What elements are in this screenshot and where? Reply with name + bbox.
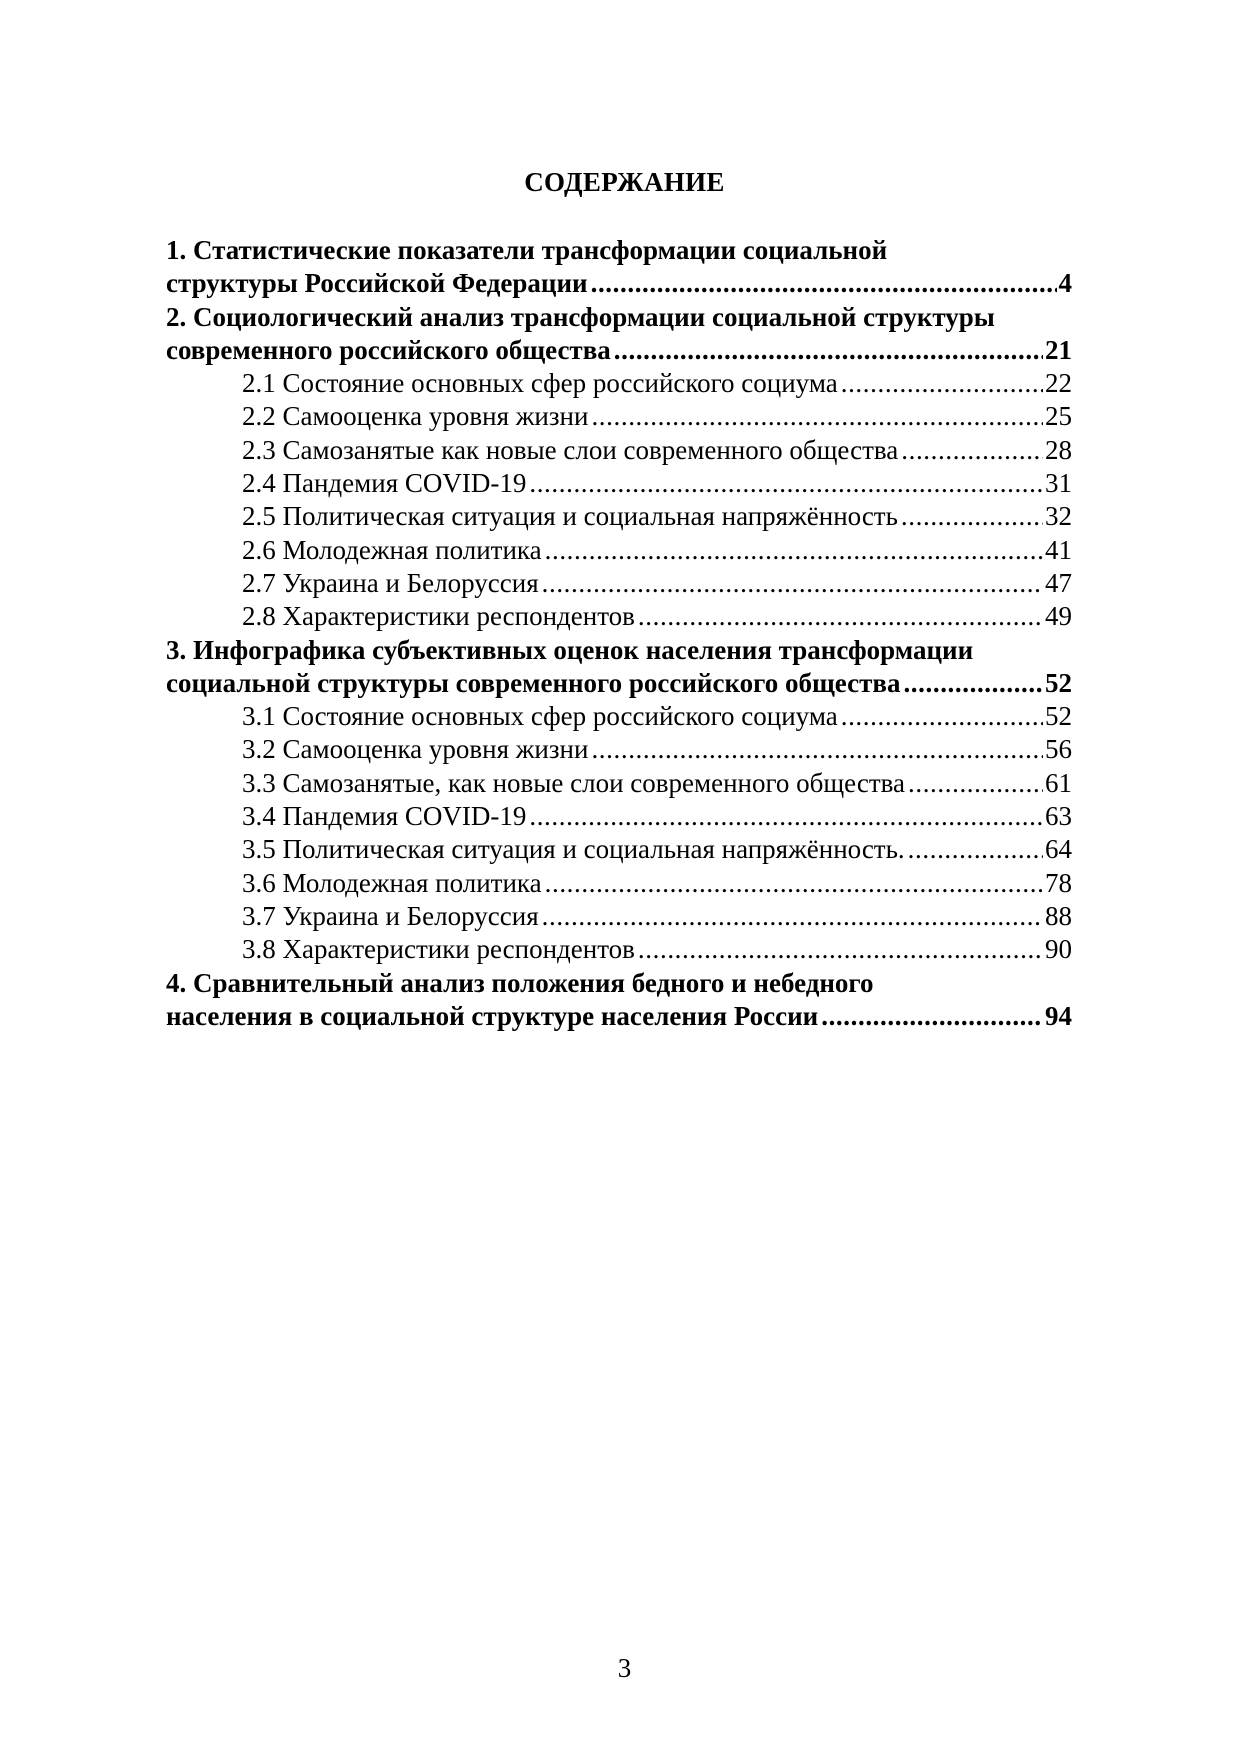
toc-line	[166, 600, 1072, 633]
dot-leader	[529, 800, 1043, 833]
toc-line	[166, 267, 1072, 300]
toc-subsection[interactable]	[166, 933, 1072, 966]
dot-leader	[908, 833, 1043, 866]
toc-section[interactable]	[166, 634, 1072, 701]
toc-subsection[interactable]	[166, 567, 1072, 600]
toc-entry-text: 2.8 Характеристики респондентов	[242, 601, 635, 632]
toc-entry-text: социальной структуры современного российского общества	[166, 667, 901, 698]
toc-line	[166, 933, 1072, 966]
toc-page-number: 28	[1045, 434, 1072, 465]
toc-section[interactable]	[166, 301, 1072, 368]
dot-leader	[542, 900, 1043, 933]
dot-leader	[638, 600, 1043, 633]
toc-page-number: 63	[1045, 801, 1072, 832]
toc-entry-text: структуры Российской Федерации	[166, 268, 588, 299]
toc-entry-text: 2.2 Самооценка уровня жизни	[242, 401, 589, 432]
toc-line	[166, 567, 1072, 600]
toc-section[interactable]	[166, 234, 1072, 301]
toc-entry-text: населения в социальной структуре населения России	[166, 1000, 819, 1031]
toc-line	[166, 367, 1072, 400]
dot-leader	[614, 334, 1043, 367]
toc-entry-text: 3.3 Самозанятые, как новые слои современного общества	[242, 767, 905, 798]
dot-leader	[908, 767, 1043, 800]
toc-line	[166, 334, 1072, 367]
toc-section[interactable]	[166, 967, 1072, 1034]
table-of-contents	[166, 234, 1072, 1033]
toc-entry-text: 3. Инфографика субъективных оценок населения трансформации	[166, 634, 974, 665]
toc-page-number: 22	[1045, 368, 1072, 399]
dot-leader	[591, 267, 1057, 300]
toc-entry-text: 4. Сравнительный анализ положения бедного и небедного	[166, 967, 874, 998]
dot-leader	[638, 933, 1043, 966]
toc-subsection[interactable]	[166, 400, 1072, 433]
dot-leader	[821, 1000, 1043, 1033]
toc-entry-text: 3.8 Характеристики респондентов	[242, 934, 635, 965]
toc-page-number: 61	[1045, 767, 1072, 798]
toc-page-number: 88	[1045, 900, 1072, 931]
toc-page-number: 47	[1045, 567, 1072, 598]
toc-entry-text: 3.7 Украина и Белоруссия	[242, 900, 539, 931]
toc-entry-text: 3.5 Политическая ситуация и социальная напряжённость.	[242, 834, 905, 865]
toc-line	[166, 434, 1072, 467]
toc-subsection[interactable]	[166, 534, 1072, 567]
toc-line	[166, 967, 1072, 1000]
dot-leader	[903, 667, 1043, 700]
dot-leader	[591, 733, 1043, 766]
dot-leader	[529, 467, 1043, 500]
toc-subsection[interactable]	[166, 467, 1072, 500]
toc-entry-text: 3.2 Самооценка уровня жизни	[242, 734, 589, 765]
toc-page-number: 25	[1045, 401, 1072, 432]
toc-page-number: 78	[1045, 867, 1072, 898]
toc-subsection[interactable]	[166, 500, 1072, 533]
toc-subsection[interactable]	[166, 833, 1072, 866]
toc-line	[166, 234, 1072, 267]
toc-entry-text: 2. Социологический анализ трансформации социальной структуры	[166, 301, 995, 332]
toc-entry-text: 2.6 Молодежная политика	[242, 534, 542, 565]
toc-page-number: 52	[1045, 701, 1072, 732]
toc-page-number: 52	[1045, 667, 1072, 698]
toc-subsection[interactable]	[166, 900, 1072, 933]
toc-page-number: 4	[1058, 268, 1072, 299]
toc-entry-text: современного российского общества	[166, 334, 611, 365]
dot-leader	[542, 567, 1043, 600]
toc-page-number: 64	[1045, 834, 1072, 865]
page-number: 3	[617, 1653, 632, 1683]
toc-line	[166, 500, 1072, 533]
toc-subsection[interactable]	[166, 767, 1072, 800]
toc-page-number: 32	[1045, 501, 1072, 532]
dot-leader	[591, 400, 1043, 433]
dot-leader	[545, 867, 1043, 900]
toc-subsection[interactable]	[166, 367, 1072, 400]
toc-entry-text: 2.7 Украина и Белоруссия	[242, 567, 539, 598]
toc-line	[166, 733, 1072, 766]
dot-leader	[841, 367, 1043, 400]
toc-subsection[interactable]	[166, 867, 1072, 900]
toc-page-number: 56	[1045, 734, 1072, 765]
toc-page-number: 49	[1045, 601, 1072, 632]
toc-subsection[interactable]	[166, 733, 1072, 766]
toc-page-number: 31	[1045, 468, 1072, 499]
dot-leader	[901, 434, 1043, 467]
toc-entry-text: 2.4 Пандемия COVID-19	[242, 468, 527, 499]
toc-entry-text: 3.6 Молодежная политика	[242, 867, 542, 898]
toc-line	[166, 900, 1072, 933]
toc-line	[166, 467, 1072, 500]
toc-subsection[interactable]	[166, 800, 1072, 833]
toc-page-number: 41	[1045, 534, 1072, 565]
toc-subsection[interactable]	[166, 434, 1072, 467]
toc-entry-text: 3.1 Состояние основных сфер российского социума	[242, 701, 838, 732]
toc-entry-text: 1. Статистические показатели трансформации социальной	[166, 235, 888, 265]
toc-subsection[interactable]	[166, 600, 1072, 633]
toc-page-number: 94	[1045, 1000, 1072, 1031]
toc-entry-text: 3.4 Пандемия COVID-19	[242, 801, 527, 832]
toc-entry-text: 2.1 Состояние основных сфер российского социума	[242, 368, 838, 399]
toc-line	[166, 1000, 1072, 1033]
toc-line	[166, 301, 1072, 334]
toc-subsection[interactable]	[166, 700, 1072, 733]
toc-title: СОДЕРЖАНИЕ	[524, 167, 725, 197]
toc-line	[166, 867, 1072, 900]
toc-line	[166, 833, 1072, 866]
toc-entry-text: 2.5 Политическая ситуация и социальная напряжённость	[242, 501, 898, 532]
toc-line	[166, 700, 1072, 733]
toc-line	[166, 767, 1072, 800]
dot-leader	[901, 500, 1043, 533]
toc-line	[166, 400, 1072, 433]
toc-line	[166, 534, 1072, 567]
toc-page-number: 21	[1045, 334, 1072, 365]
dot-leader	[545, 534, 1043, 567]
toc-line	[166, 667, 1072, 700]
toc-page-number: 90	[1045, 934, 1072, 965]
toc-entry-text: 2.3 Самозанятые как новые слои современного общества	[242, 434, 899, 465]
toc-line	[166, 800, 1072, 833]
toc-line	[166, 634, 1072, 667]
dot-leader	[841, 700, 1043, 733]
